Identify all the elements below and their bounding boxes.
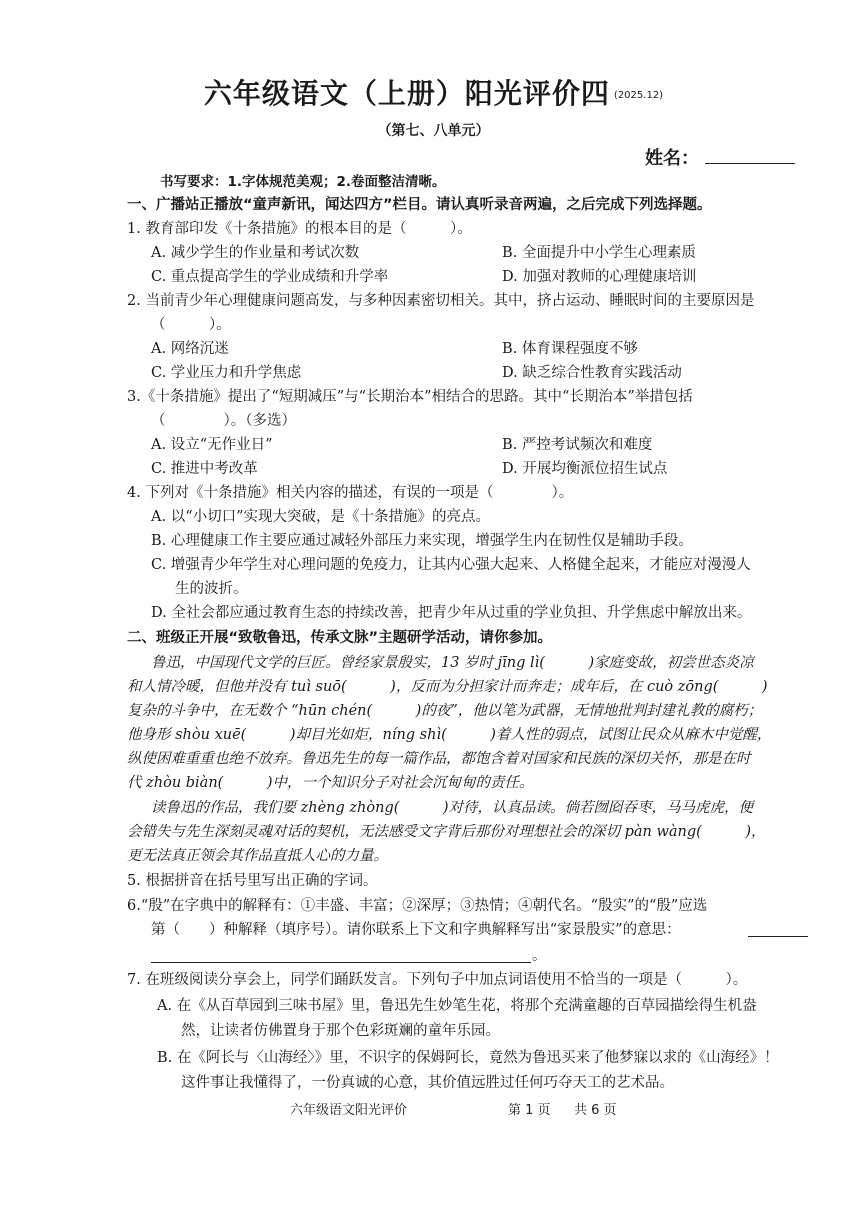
footer-title: 六年级语文阳光评价 bbox=[290, 1103, 408, 1118]
q2-option-a[interactable]: A. 网络沉迷 bbox=[151, 341, 229, 357]
q2-stem-line1: 2. 当前青少年心理健康问题高发，与多种因素密切相关。其中，挤占运动、睡眠时间的主要原因是 bbox=[127, 293, 755, 309]
q7-option-a-line1[interactable]: A. 在《从百草园到三味书屋》里，鲁迅先生妙笔生花，将那个充满童趣的百草园描绘得生机盎 bbox=[157, 998, 757, 1014]
name-blank[interactable] bbox=[705, 147, 795, 164]
q4-option-c-line1[interactable]: C. 增强青少年学生对心理问题的免疫力，让其内心强大起来、人格健全起来，才能应对漫漫人 bbox=[151, 557, 751, 573]
passage-line: 他身形 shòu xuē( )却目光如炬，níng shì( )着人性的弱点，试图让民众从麻木中觉醒， bbox=[127, 727, 772, 743]
q3-option-a[interactable]: A. 设立“无作业日” bbox=[151, 437, 273, 453]
q1-stem: 1. 教育部印发《十条措施》的根本目的是（ ）。 bbox=[127, 221, 472, 237]
q5-stem: 5. 根据拼音在括号里写出正确的字词。 bbox=[127, 873, 378, 889]
passage-line: 更无法真正领会其作品直抵人心的力量。 bbox=[127, 848, 388, 864]
q6-line2: 第（ ）种解释（填序号）。请你联系上下文和字典解释写出“家景殷实”的意思： bbox=[151, 922, 681, 938]
q4-option-b[interactable]: B. 心理健康工作主要应通过减轻外部压力来实现，增强学生内在韧性仅是辅助手段。 bbox=[151, 533, 693, 549]
q2-option-b[interactable]: B. 体育课程强度不够 bbox=[502, 341, 638, 357]
passage-line: 代 zhòu biàn( )中，一个知识分子对社会沉甸甸的责任。 bbox=[127, 775, 534, 791]
passage-line: 读鲁迅的作品，我们要 zhèng zhòng( )对待，认真品读。倘若囫囵吞枣，马马虎虎，便 bbox=[151, 800, 754, 816]
q1-option-d[interactable]: D. 加强对教师的心理健康培训 bbox=[502, 269, 697, 285]
q2-option-d[interactable]: D. 缺乏综合性教育实践活动 bbox=[502, 365, 682, 381]
passage-line: 鲁迅，中国现代文学的巨匠。曾经家景殷实，13 岁时 jīng lì( )家庭变故，初尝世态炎凉 bbox=[151, 655, 754, 671]
q3-option-c[interactable]: C. 推进中考改革 bbox=[151, 461, 258, 477]
q4-option-d[interactable]: D. 全社会都应通过教育生态的持续改善，把青少年从过重的学业负担、升学焦虑中解放出来。 bbox=[151, 605, 752, 621]
name-field[interactable] bbox=[645, 144, 795, 170]
q1-option-b[interactable]: B. 全面提升中小学生心理素质 bbox=[502, 245, 696, 261]
q6-line3-end: 。 bbox=[532, 948, 547, 964]
q2-option-c[interactable]: C. 学业压力和升学焦虑 bbox=[151, 365, 302, 381]
passage-line: 纵使困难重重也绝不放弃。鲁迅先生的每一篇作品，都饱含着对国家和民族的深切关怀，那是在时 bbox=[127, 751, 751, 767]
footer-total-pages: 共 6 页 bbox=[574, 1103, 617, 1118]
q4-option-c-line2[interactable]: 生的波折。 bbox=[175, 581, 248, 597]
q7-stem: 7. 在班级阅读分享会上，同学们踊跃发言。下列句子中加点词语使用不恰当的一项是（ ）。 bbox=[127, 972, 748, 988]
q2-stem-line2: （ ）。 bbox=[151, 317, 231, 333]
q1-option-c[interactable]: C. 重点提高学生的学业成绩和升学率 bbox=[151, 269, 389, 285]
passage-line: 复杂的斗争中，在无数个 “hūn chén( )的夜”，他以笔为武器，无情地批判封建礼教的腐朽； bbox=[127, 703, 763, 719]
q3-option-b[interactable]: B. 严控考试频次和难度 bbox=[502, 437, 653, 453]
q3-option-d[interactable]: D. 开展均衡派位招生试点 bbox=[502, 461, 668, 477]
passage-line: 和人情冷暖，但他并没有 tuì suō( )，反而为分担家计而奔走；成年后，在 cuò zōng( ) bbox=[127, 679, 768, 695]
q7-option-b-line1[interactable]: B. 在《阿长与〈山海经〉》里，不识字的保姆阿长，竟然为鲁迅买来了他梦寐以求的《山海经》！ bbox=[157, 1050, 779, 1066]
q1-option-a[interactable]: A. 减少学生的作业量和考试次数 bbox=[151, 245, 360, 261]
name-label: 姓名： bbox=[645, 148, 699, 169]
q6-answer-blank-line2[interactable] bbox=[151, 962, 531, 963]
q4-stem: 4. 下列对《十条措施》相关内容的描述，有误的一项是（ ）。 bbox=[127, 485, 574, 501]
footer-page-number: 第 1 页 bbox=[508, 1103, 551, 1118]
writing-requirements: 书写要求：1.字体规范美观；2.卷面整洁清晰。 bbox=[160, 174, 446, 190]
exam-subtitle: （第七、八单元） bbox=[377, 123, 490, 139]
section1-heading: 一、广播站正播放“童声新讯，闻达四方”栏目。请认真听录音两遍，之后完成下列选择题。 bbox=[127, 197, 712, 213]
q7-option-b-line2[interactable]: 这件事让我懂得了，一份真诚的心意，其价值远胜过任何巧夺天工的艺术品。 bbox=[181, 1075, 674, 1091]
section2-heading: 二、班级正开展“致敬鲁迅，传承文脉”主题研学活动，请你参加。 bbox=[127, 630, 553, 646]
q3-stem-line2: （ ）。（多选） bbox=[151, 413, 296, 429]
q6-answer-blank[interactable] bbox=[748, 936, 808, 937]
exam-title: 六年级语文（上册）阳光评价四 (2025.12) bbox=[203, 77, 664, 110]
exam-date: (2025.12) bbox=[613, 89, 664, 101]
q6-line1: 6.“殷”在字典中的解释有：①丰盛、丰富；②深厚；③热情；④朝代名。“殷实”的“殷”应选 bbox=[127, 898, 708, 914]
passage-line: 会错失与先生深刻灵魂对话的契机，无法感受文字背后那份对理想社会的深切 pàn wàng( )， bbox=[127, 824, 766, 840]
q4-option-a[interactable]: A. 以“小切口”实现大突破，是《十条措施》的亮点。 bbox=[151, 509, 491, 525]
q3-stem-line1: 3.《十条措施》提出了“短期减压”与“长期治本”相结合的思路。其中“长期治本”举措包括 bbox=[127, 389, 693, 405]
q7-option-a-line2[interactable]: 然，让读者仿佛置身于那个色彩斑斓的童年乐园。 bbox=[181, 1023, 500, 1039]
